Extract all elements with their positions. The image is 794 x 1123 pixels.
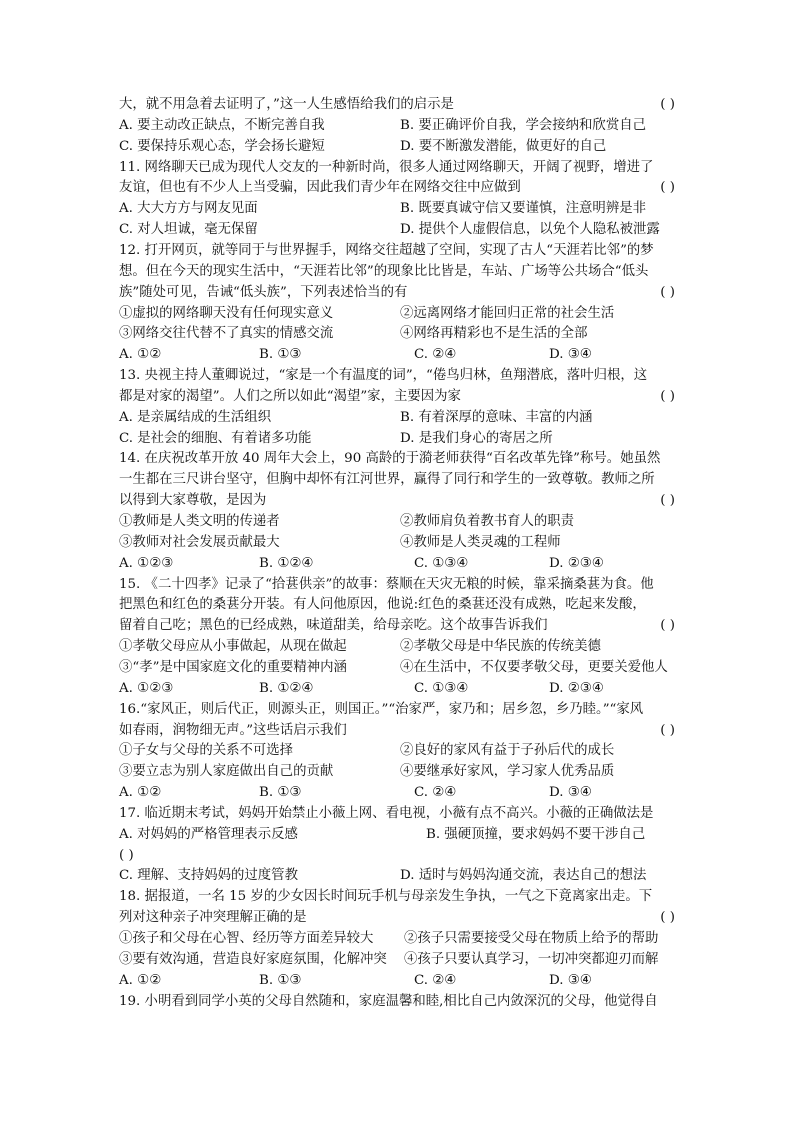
text-line [119,720,675,741]
text-line [119,740,675,761]
text-line [119,282,675,303]
question-text: 13. 央视主持人董卿说过，“家是一个有温度的词”，“倦鸟归林，鱼翔潜底，落叶归根，这 [119,368,648,384]
text-line [119,240,675,261]
question-text: 友谊，但也有不少人上当受骗，因此我们青少年在网络交往中应做到 [119,180,521,196]
text-line [119,157,675,178]
question-text: 想。但在今天的现实生活中，“天涯若比邻”的现象比比皆是，车站、广场等公共场合“低头 [119,263,649,279]
option-text: ④在生活中，不仅要孝敬父母，更要关爱他人 [400,659,668,675]
text-line [119,865,675,886]
option-text: ②孩子只需要接受父母在物质上给予的帮助 [404,931,659,946]
question-text: 14. 在庆祝改革开放 40 周年大会上，90 高龄的于漪老师获得“百名改革先锋”称号。她虽然 [119,451,661,467]
answer-choice: A. ①②③ [119,555,174,571]
question-text: 17. 临近期末考试，妈妈开始禁止小薇上网、看电视，小薇有点不高兴。小薇的正确做法是 [119,805,654,821]
question-text: 如春雨，润物细无声。”这些话启示我们 [119,722,347,738]
option-text: C. 要保持乐观心态，学会扬长避短 [119,138,325,154]
answer-choice: C. ①③④ [414,680,469,696]
option-text: B. 有着深厚的意味、丰富的内涵 [400,409,593,425]
option-text: D. 适时与妈妈沟通交流，表达自己的想法 [400,868,647,884]
text-line [119,469,675,490]
option-text: ③“孝”是中国家庭文化的重要精神内涵 [119,659,347,675]
text-line [119,636,675,657]
answer-choice: C. ②④ [414,972,457,988]
answer-choice: A. ①② [119,347,162,363]
text-line [119,407,675,428]
option-text: ②教师肩负着教书育人的职责 [400,514,575,529]
option-text: D. 提供个人虚假信息，以免个人隐私被泄露 [400,222,660,238]
text-line [119,949,675,970]
option-text: D. 要不断激发潜能，做更好的自己 [400,138,607,154]
text-line [119,678,675,699]
option-text: ③要立志为别人家庭做出自己的贡献 [119,764,334,780]
answer-choice: A. ①② [119,785,162,801]
answer-choice: C. ②④ [414,347,457,363]
answer-choice: D. ②③④ [549,680,604,696]
answer-choice: B. ①③ [259,972,302,988]
text-line [119,970,675,991]
answer-choice: D. ③④ [549,972,592,988]
question-text: 留着自己吃；黑色的已经成熟，味道甜美，给母亲吃。这个故事告诉我们 [119,618,548,634]
text-line [119,824,675,845]
answer-choice: B. ①③ [259,347,302,363]
text-line [119,907,675,928]
text-line [119,553,675,574]
answer-bracket: ( ) [660,284,675,300]
answer-bracket: ( ) [660,722,675,738]
option-text: C. 对人坦诚，毫无保留 [119,222,258,238]
question-text: 大，就不用急着去证明了，”这一人生感悟给我们的启示是 [119,97,454,112]
answer-bracket: ( ) [660,618,675,634]
text-line [119,511,675,532]
answer-bracket: ( ) [660,910,675,926]
answer-choice: B. ①③ [259,785,302,801]
text-line [119,886,675,907]
text-line [119,177,675,198]
option-text: ③网络交往代替不了真实的情感交流 [119,326,334,342]
option-text: ①孩子和父母在心智、经历等方面差异较大 [119,931,374,946]
text-line [119,344,675,365]
text-line [119,803,675,824]
question-text: 18. 据报道，一名 15 岁的少女因长时间玩手机与母亲发生争执，一气之下竟离家出走。下 [119,889,653,905]
option-text: A. 对妈妈的严格管理表示反感 [119,826,298,842]
option-text: A. 大大方方与网友见面 [119,201,258,217]
option-text: ②远离网络才能回归正常的社会生活 [400,305,615,321]
text-line [119,365,675,386]
answer-choice: C. ②④ [414,785,457,801]
text-line [119,323,675,344]
text-line [119,845,675,866]
text-line [119,448,675,469]
option-text: B. 强硬顶撞，要求妈妈不要干涉自己 [426,826,646,842]
text-line [119,386,675,407]
answer-choice: A. ①②③ [119,680,174,696]
option-text: D. 是我们身心的寄居之所 [400,430,553,446]
text-line [119,928,675,949]
question-text: 把黑色和红色的桑葚分开装。有人问他原因，他说:红色的桑葚还没有成熟，吃起来发酸， [119,597,646,613]
answer-choice: D. ②③④ [549,555,604,571]
option-text: ③教师对社会发展贡献最大 [119,534,280,550]
option-text: ④要继承好家风，学习家人优秀品质 [400,764,615,780]
answer-choice: B. ①②④ [259,680,314,696]
text-line [119,94,675,115]
text-line [119,198,675,219]
option-text: C. 是社会的细胞、有着诸多功能 [119,430,312,446]
text-line [119,219,675,240]
text-line [119,574,675,595]
option-text: ④网络再精彩也不是生活的全部 [400,326,588,342]
text-line [119,261,675,282]
text-line [119,991,675,1012]
text-line [119,699,675,720]
question-text: 以得到大家尊敬，是因为 [119,493,267,509]
option-text: ②孝敬父母是中华民族的传统美德 [400,639,601,655]
option-text: A. 是亲属结成的生活组织 [119,409,272,425]
option-text: B. 要正确评价自我，学会接纳和欣赏自己 [400,117,646,133]
answer-bracket: ( ) [119,847,134,863]
text-line [119,761,675,782]
answer-bracket: ( ) [660,180,675,196]
option-text: ②良好的家风有益于子孙后代的成长 [400,743,615,759]
text-line [119,490,675,511]
option-text: ④孩子只要认真学习，一切冲突都迎刃而解 [404,951,659,967]
answer-bracket: ( ) [660,388,675,404]
option-text: ①虚拟的网络聊天没有任何现实意义 [119,305,334,321]
option-text: ③要有效沟通，营造良好家庭氛围，化解冲突 [119,951,387,967]
question-text: 列对这种亲子冲突理解正确的是 [119,910,307,926]
answer-choice: B. ①②④ [259,555,314,571]
option-text: B. 既要真诚守信又要谨慎，注意明辨是非 [400,201,646,217]
answer-choice: A. ①② [119,972,162,988]
text-line [119,136,675,157]
question-text: 15. 《二十四孝》记录了“拾葚供亲”的故事：蔡顺在天灾无粮的时候，靠采摘桑葚为食。他 [119,576,654,592]
text-line [119,532,675,553]
answer-choice: D. ③④ [549,785,592,801]
answer-bracket: ( ) [660,97,675,112]
text-line [119,657,675,678]
text-line [119,615,675,636]
text-line [119,115,675,136]
answer-bracket: ( ) [660,493,675,509]
text-line [119,782,675,803]
question-text: 都是对家的渴望”。人们之所以如此“渴望”家，主要因为家 [119,388,461,404]
option-text: ①孝敬父母应从小事做起，从现在做起 [119,639,347,655]
option-text: ①子女与父母的关系不可选择 [119,743,294,759]
question-text: 12. 打开网页，就等同于与世界握手，网络交往超越了空间，实现了古人“天涯若比邻”的梦 [119,242,654,258]
text-line [119,594,675,615]
answer-choice: C. ①③④ [414,555,469,571]
question-text: 19. 小明看到同学小英的父母自然随和，家庭温馨和睦,相比自己内敛深沉的父母，他觉得自 [119,993,658,1009]
answer-choice: D. ③④ [549,347,592,363]
option-text: C. 理解、支持妈妈的过度管教 [119,868,298,884]
option-text: A. 要主动改正缺点，不断完善自我 [119,117,325,133]
option-text: ④教师是人类灵魂的工程师 [400,534,561,550]
question-text: 11. 网络聊天已成为现代人交友的一种新时尚，很多人通过网络聊天，开阔了视野，增进了 [119,159,654,175]
text-line [119,428,675,449]
question-text: 族”随处可见，告诫“低头族”，下列表述恰当的有 [119,284,408,300]
question-text: 一生都在三尺讲台坚守，但胸中却怀有江河世界，赢得了同行和学生的一致尊敬。教师之所 [119,472,655,488]
option-text: ①教师是人类文明的传递者 [119,514,280,529]
question-text: 16.“家风正，则后代正，则源头正，则国正。”“治家严，家乃和；居乡忽，乡乃睦。”“家风 [119,701,644,717]
text-line [119,303,675,324]
